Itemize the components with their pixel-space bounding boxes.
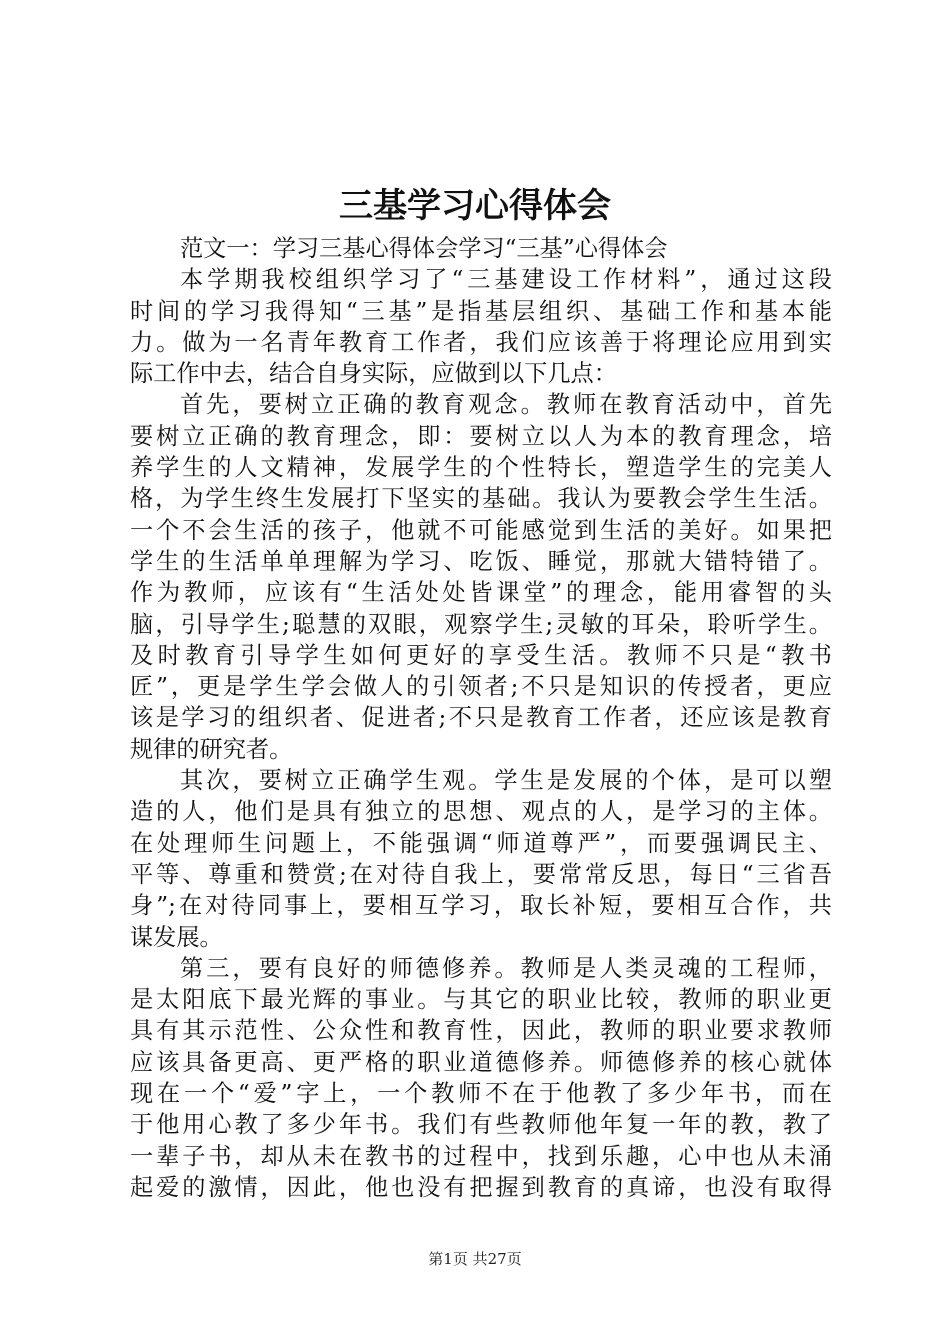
text-line: 本学期我校组织学习了“三基建设工作材料”，通过这段 <box>180 266 832 294</box>
text-line: 时间的学习我得知“三基”是指基层组织、基础工作和基本能 <box>130 297 832 325</box>
page-footer: 第1页 共27页 <box>428 1250 522 1268</box>
text-line: 格，为学生终生发展打下坚实的基础。我认为要教会学生生活。 <box>130 485 832 513</box>
text-line: 身”;在对待同事上，要相互学习，取长补短，要相互合作，共 <box>130 892 832 920</box>
text-line: 一辈子书，却从未在教书的过程中，找到乐趣，心中也从未涌 <box>130 1142 832 1170</box>
text-line: 谋发展。 <box>130 923 223 951</box>
text-line: 在处理师生问题上，不能强调“师道尊严”，而要强调民主、 <box>130 829 832 857</box>
text-line: 现在一个“爱”字上，一个教师不在于他教了多少年书，而在 <box>130 1080 832 1108</box>
text-line: 学生的生活单单理解为学习、吃饭、睡觉，那就大错特错了。 <box>130 547 832 575</box>
text-line: 规律的研究者。 <box>130 735 293 763</box>
text-line: 该是学习的组织者、促进者;不只是教育工作者，还应该是教育 <box>130 704 832 732</box>
text-line: 及时教育引导学生如何更好的享受生活。教师不只是“教书 <box>130 641 832 669</box>
text-line: 养学生的人文精神，发展学生的个性特长，塑造学生的完美人 <box>130 454 832 482</box>
text-line: 造的人，他们是具有独立的思想、观点的人，是学习的主体。 <box>130 798 832 826</box>
text-line: 具有其示范性、公众性和教育性，因此，教师的职业要求教师 <box>130 1017 832 1045</box>
text-line: 力。做为一名青年教育工作者，我们应该善于将理论应用到实 <box>130 328 832 356</box>
text-line: 其次，要树立正确学生观。学生是发展的个体，是可以塑 <box>180 767 832 795</box>
text-line: 是太阳底下最光辉的事业。与其它的职业比较，教师的职业更 <box>130 986 832 1014</box>
text-line: 起爱的激情，因此，他也没有把握到教育的真谛，也没有取得 <box>130 1173 832 1201</box>
text-line: 平等、尊重和赞赏;在对待自我上，要常常反思，每日“三省吾 <box>130 860 832 888</box>
document-title: 三基学习心得体会 <box>339 186 611 226</box>
text-line: 要树立正确的教育理念，即：要树立以人为本的教育理念，培 <box>130 422 832 450</box>
text-line: 首先，要树立正确的教育观念。教师在教育活动中，首先 <box>180 391 832 419</box>
text-line: 匠”，更是学生学会做人的引领者;不只是知识的传授者，更应 <box>130 673 832 701</box>
text-line: 应该具备更高、更严格的职业道德修养。师德修养的核心就体 <box>130 1048 832 1076</box>
text-line: 际工作中去，结合自身实际，应做到以下几点： <box>130 360 617 388</box>
text-line: 范文一：学习三基心得体会学习“三基”心得体会 <box>180 235 668 262</box>
text-line: 作为教师，应该有“生活处处皆课堂”的理念，能用睿智的头 <box>130 579 832 607</box>
text-line: 一个不会生活的孩子，他就不可能感觉到生活的美好。如果把 <box>130 516 832 544</box>
document-body <box>130 233 832 1203</box>
text-line: 于他用心教了多少年书。我们有些教师他年复一年的教，教了 <box>130 1111 832 1139</box>
text-line: 脑，引导学生;聪慧的双眼，观察学生;灵敏的耳朵，聆听学生。 <box>130 610 832 638</box>
text-line: 第三，要有良好的师德修养。教师是人类灵魂的工程师， <box>180 954 832 982</box>
